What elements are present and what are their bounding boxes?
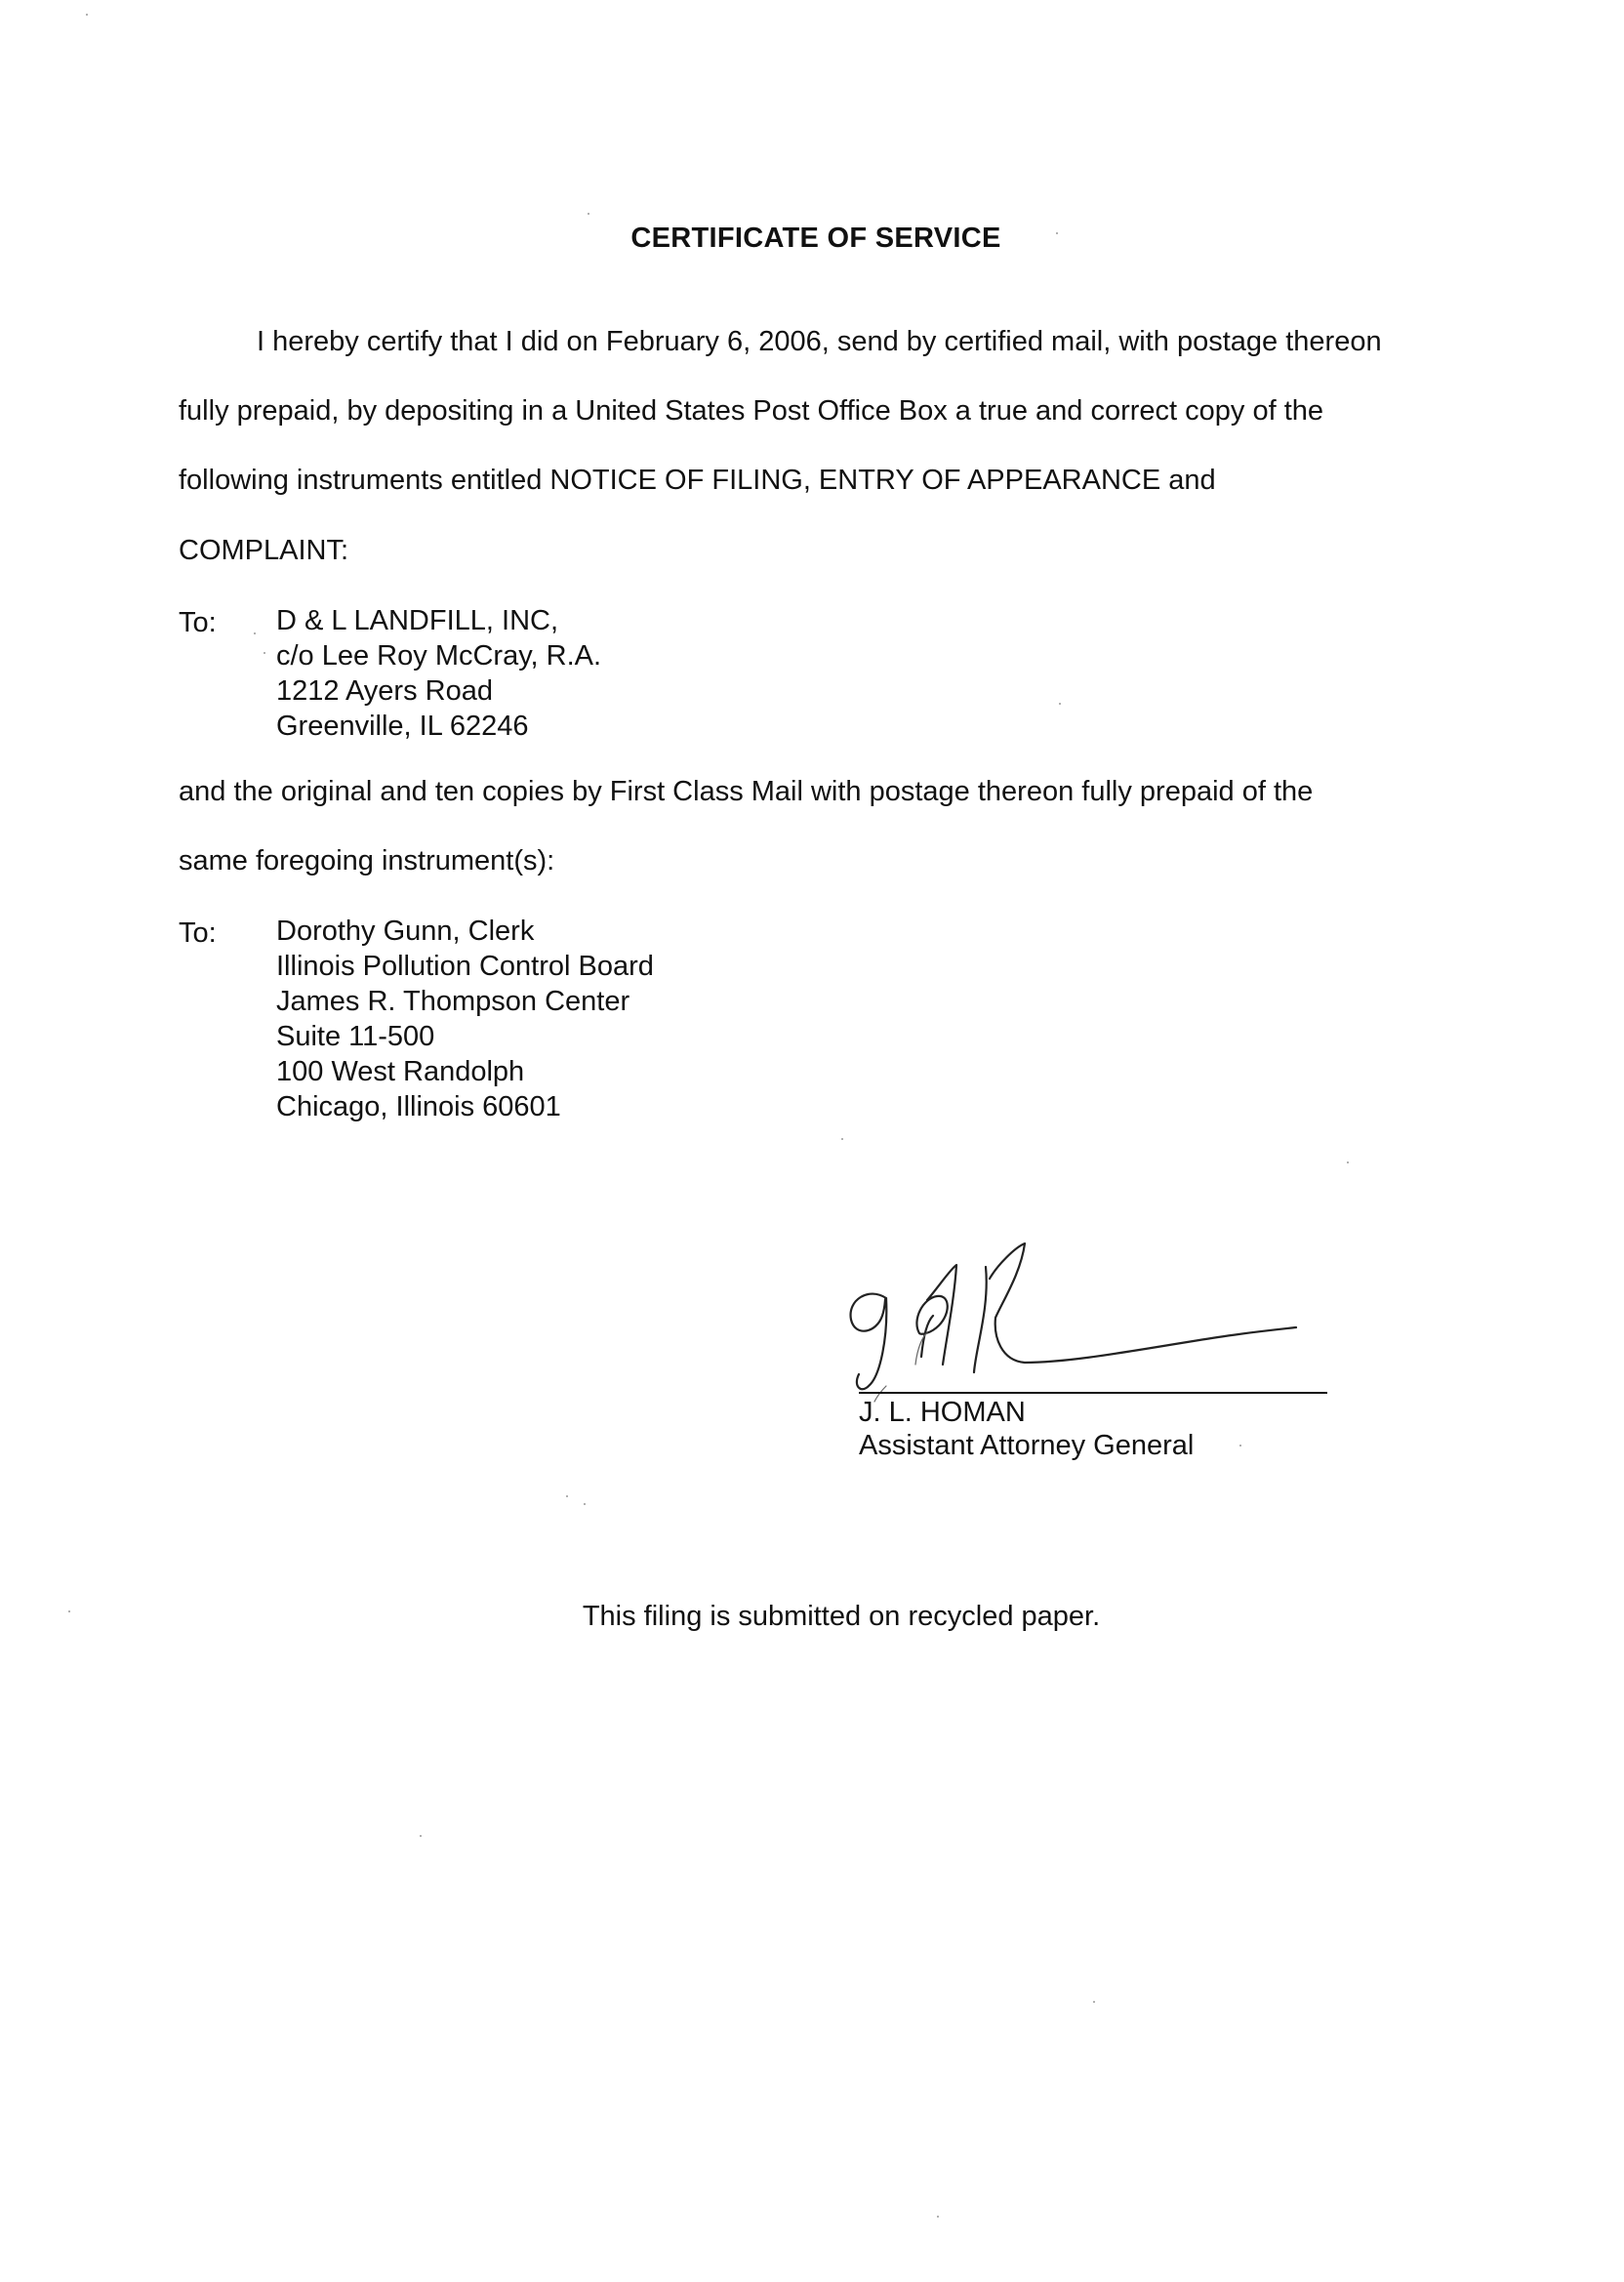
recipient2-line: James R. Thompson Center (276, 986, 630, 1017)
scan-speck (254, 632, 256, 634)
scan-speck (264, 652, 265, 654)
scan-speck (937, 2216, 939, 2218)
recipient2-label: To: (179, 917, 217, 949)
scan-speck (566, 1495, 568, 1497)
recipient2-line: Suite 11-500 (276, 1021, 435, 1052)
recipient1-line: c/o Lee Roy McCray, R.A. (276, 640, 602, 672)
document-title: CERTIFICATE OF SERVICE (630, 223, 1001, 254)
scan-speck (1056, 232, 1058, 234)
scan-speck (86, 14, 88, 16)
scan-speck (841, 1138, 843, 1140)
scan-speck (584, 1503, 586, 1505)
paragraph1-line-1: I hereby certify that I did on February 6, 2006, send by certified mail, with postage thereon (257, 326, 1382, 357)
recipient1-line: 1212 Ayers Road (276, 675, 493, 707)
handwritten-signature (830, 1240, 1337, 1406)
recipient2-line: Illinois Pollution Control Board (276, 951, 654, 982)
scan-speck (1059, 703, 1061, 705)
scan-speck (1347, 1161, 1349, 1163)
scan-speck (1239, 1445, 1241, 1447)
paragraph2-line-1: and the original and ten copies by First Class Mail with postage thereon fully prepaid of the (179, 776, 1314, 807)
recipient1-line: Greenville, IL 62246 (276, 711, 529, 742)
paragraph1-line-3: following instruments entitled NOTICE OF FILING, ENTRY OF APPEARANCE and (179, 465, 1216, 496)
recipient1-label: To: (179, 607, 217, 638)
paragraph1-line-4: COMPLAINT: (179, 535, 349, 566)
scan-speck (588, 213, 589, 215)
recipient1-address (276, 603, 601, 744)
recipient2-address (276, 914, 654, 1124)
recipient2-line: Dorothy Gunn, Clerk (276, 916, 535, 947)
recipient1-line: D & L LANDFILL, INC, (276, 605, 559, 636)
paragraph2-line-2: same foregoing instrument(s): (179, 845, 555, 876)
signer-name: J. L. HOMAN (859, 1397, 1026, 1428)
recipient2-line: Chicago, Illinois 60601 (276, 1091, 561, 1122)
scan-speck (1093, 2001, 1095, 2003)
scan-speck (420, 1835, 422, 1837)
footer-note: This filing is submitted on recycled paper. (582, 1601, 1101, 1632)
signer-role: Assistant Attorney General (859, 1430, 1195, 1461)
scan-speck (68, 1610, 70, 1612)
paragraph1-line-2: fully prepaid, by depositing in a United States Post Office Box a true and correct copy of the (179, 395, 1324, 427)
signature-line (859, 1392, 1327, 1394)
recipient2-line: 100 West Randolph (276, 1056, 525, 1087)
